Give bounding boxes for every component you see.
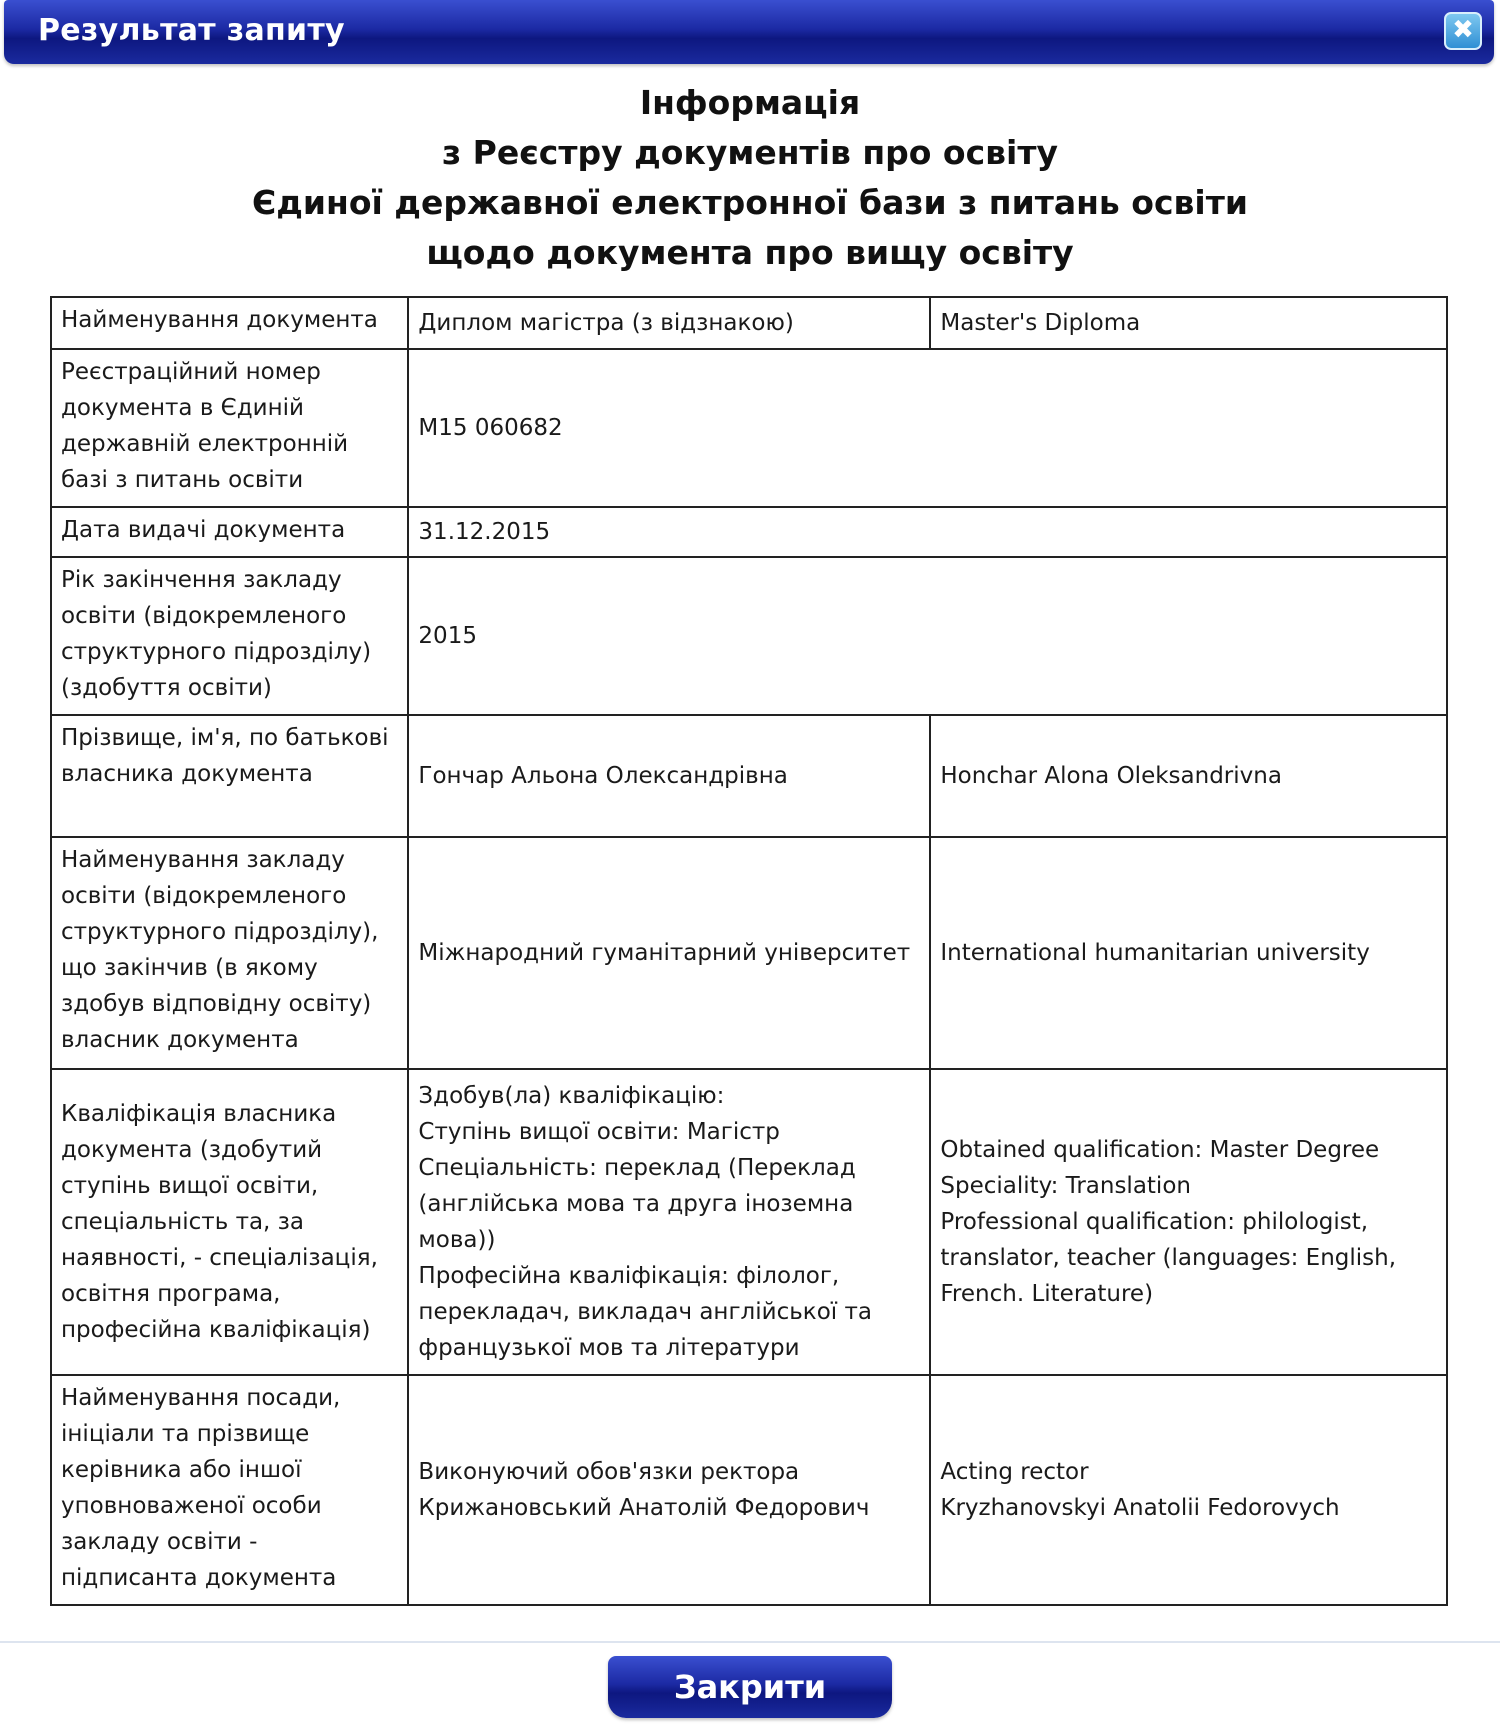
value-uk: Міжнародний гуманітарний університет bbox=[408, 837, 930, 1069]
value: 31.12.2015 bbox=[408, 507, 1447, 557]
value-en: International humanitarian university bbox=[930, 837, 1447, 1069]
heading-line-2: з Реєстру документів про освіту bbox=[442, 133, 1058, 172]
table-row-qualification bbox=[51, 1069, 1447, 1375]
heading-line-1: Інформація bbox=[639, 83, 861, 122]
close-icon[interactable]: ✖ bbox=[1444, 12, 1482, 50]
value: M15 060682 bbox=[408, 349, 1447, 507]
signatory-uk-line-2: Крижановський Анатолій Федорович bbox=[418, 1495, 870, 1521]
qualification-uk-line-2: Ступінь вищої освіти: Магістр bbox=[418, 1119, 780, 1145]
table-row-issue-date bbox=[51, 507, 1447, 557]
dialog-titlebar[interactable] bbox=[4, 0, 1494, 64]
qualification-uk-line-4: Професійна кваліфікація: філолог, перекладач, викладач англійської та французької мов та літератури bbox=[418, 1263, 872, 1361]
signatory-en-line-2: Kryzhanovskyi Anatolii Fedorovych bbox=[940, 1495, 1340, 1521]
row-label: Найменування посади, ініціали та прізвище керівника або іншої уповноваженої особи закладу освіти - підписанта документа bbox=[51, 1375, 408, 1605]
value-uk bbox=[408, 1375, 930, 1605]
table-row-document-name bbox=[51, 297, 1447, 349]
signatory-uk-line-1: Виконуючий обов'язки ректора bbox=[418, 1459, 800, 1485]
value: 2015 bbox=[408, 557, 1447, 715]
value-en: Honchar Alona Oleksandrivna bbox=[930, 715, 1447, 837]
qualification-uk-line-1: Здобув(ла) кваліфікацію: bbox=[418, 1083, 725, 1109]
qualification-en-line-3: Professional qualification: philologist, translator, teacher (languages: English, French. Literature) bbox=[940, 1209, 1397, 1307]
row-label: Прізвище, ім'я, по батькові власника документа bbox=[51, 715, 408, 837]
value-en: Master's Diploma bbox=[930, 297, 1447, 349]
table-row-registration-number bbox=[51, 349, 1447, 507]
row-label: Дата видачі документа bbox=[51, 507, 408, 557]
row-label: Найменування документа bbox=[51, 297, 408, 349]
value-uk: Диплом магістра (з відзнакою) bbox=[408, 297, 930, 349]
value-uk: Гончар Альона Олександрівна bbox=[408, 715, 930, 837]
row-label: Кваліфікація власника документа (здобутий ступінь вищої освіти, спеціальність та, за наявності, - спеціалізація, освітня програма, професійна кваліфікація) bbox=[51, 1069, 408, 1375]
value-en bbox=[930, 1069, 1447, 1375]
value-uk bbox=[408, 1069, 930, 1375]
signatory-en-line-1: Acting rector bbox=[940, 1459, 1089, 1485]
row-label: Реєстраційний номер документа в Єдиній державній електронній базі з питань освіти bbox=[51, 349, 408, 507]
value-en bbox=[930, 1375, 1447, 1605]
qualification-uk-line-3: Спеціальність: переклад (Переклад (англійська мова та друга іноземна мова)) bbox=[418, 1155, 856, 1253]
table-row-signatory bbox=[51, 1375, 1447, 1605]
document-heading bbox=[0, 78, 1500, 278]
heading-line-4: щодо документа про вищу освіту bbox=[426, 233, 1074, 272]
dialog-title: Результат запиту bbox=[38, 13, 345, 48]
table-row-graduation-year bbox=[51, 557, 1447, 715]
table-row-holder-name bbox=[51, 715, 1447, 837]
footer-divider bbox=[0, 1641, 1500, 1643]
document-info-table bbox=[50, 296, 1448, 1606]
close-button[interactable]: Закрити bbox=[608, 1656, 892, 1718]
heading-line-3: Єдиної державної електронної бази з питань освіти bbox=[252, 183, 1248, 222]
row-label: Найменування закладу освіти (відокремленого структурного підрозділу), що закінчив (в якому здобув відповідну освіту) власник документа bbox=[51, 837, 408, 1069]
qualification-en-line-2: Speciality: Translation bbox=[940, 1173, 1191, 1199]
qualification-en-line-1: Obtained qualification: Master Degree bbox=[940, 1137, 1380, 1163]
row-label: Рік закінчення закладу освіти (відокремленого структурного підрозділу) (здобуття освіти) bbox=[51, 557, 408, 715]
table-row-institution bbox=[51, 837, 1447, 1069]
